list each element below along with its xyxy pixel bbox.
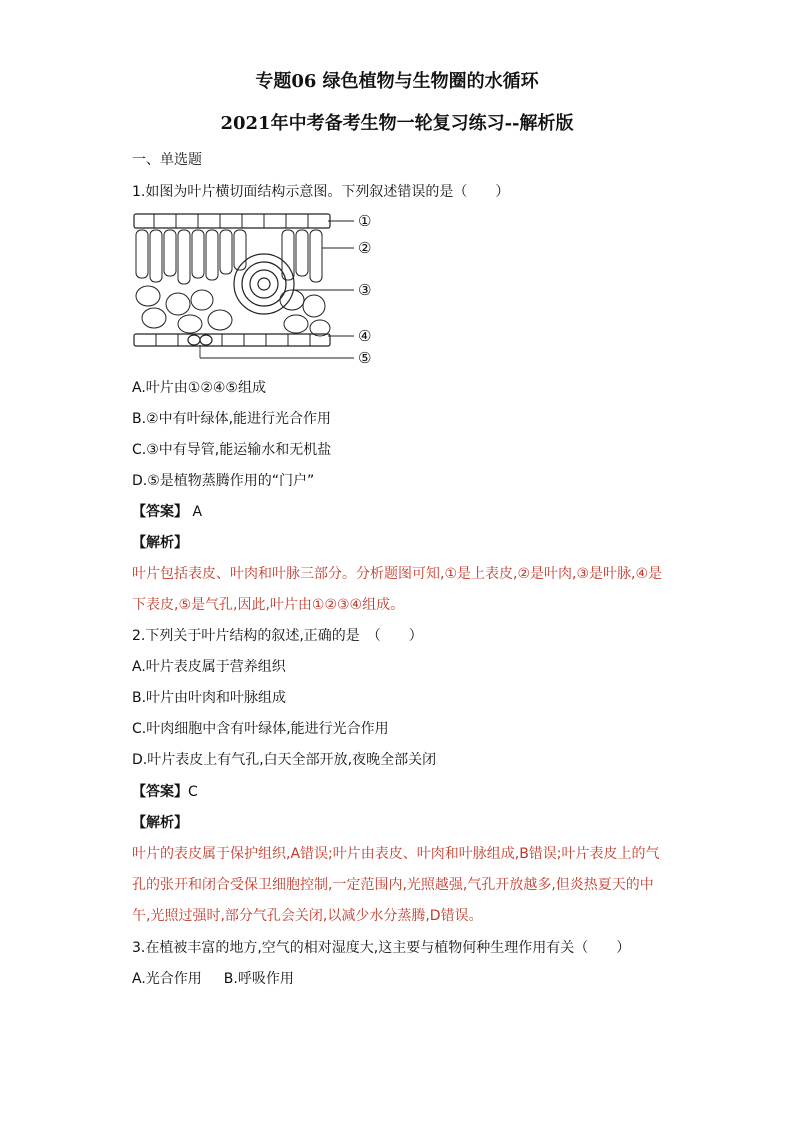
question-1-analysis-tag: 【解析】	[132, 535, 188, 551]
answer-tag: 【答案】	[132, 784, 188, 800]
answer-value: A	[192, 504, 203, 520]
question-1-analysis-line-2: 下表皮,⑤是气孔,因此,叶片由①②③④组成。	[132, 597, 405, 613]
question-1-option-c: C.③中有导管,能运输水和无机盐	[132, 442, 332, 458]
question-2-stem: 2.下列关于叶片结构的叙述,正确的是 （ ）	[132, 628, 423, 644]
section-heading: 一、单选题	[132, 152, 202, 168]
question-1-option-b: B.②中有叶绿体,能进行光合作用	[132, 411, 332, 427]
question-1-option-d: D.⑤是植物蒸腾作用的“门户”	[132, 473, 315, 489]
question-2-answer	[132, 782, 198, 802]
question-2-analysis-tag: 【解析】	[132, 815, 188, 831]
question-3-option-b: B.呼吸作用	[223, 971, 294, 987]
page-title: 专题06 绿色植物与生物圈的水循环	[255, 71, 539, 92]
leaf-diagram-drawing	[134, 214, 354, 358]
question-2-analysis-line-1: 叶片的表皮属于保护组织,A错误;叶片由表皮、叶肉和叶脉组成,B错误;叶片表皮上的气	[132, 846, 660, 862]
diagram-label-5: ⑤	[358, 349, 372, 367]
question-2-option-c: C.叶肉细胞中含有叶绿体,能进行光合作用	[132, 721, 389, 737]
question-1-option-a: A.叶片由①②④⑤组成	[132, 380, 266, 396]
question-2-option-d: D.叶片表皮上有气孔,白天全部开放,夜晚全部关闭	[132, 752, 437, 768]
diagram-label-3: ③	[358, 281, 372, 299]
question-2-option-a: A.叶片表皮属于营养组织	[132, 659, 286, 675]
question-2-option-b: B.叶片由叶肉和叶脉组成	[132, 690, 287, 706]
question-2-analysis-line-2: 孔的张开和闭合受保卫细胞控制,一定范围内,光照越强,气孔开放越多,但炎热夏天的中	[132, 877, 654, 893]
answer-value: C	[188, 784, 198, 800]
question-3-option-a: A.光合作用	[132, 971, 202, 987]
diagram-label-4: ④	[358, 327, 372, 345]
leaf-cross-section-diagram	[132, 208, 382, 368]
question-1-analysis-line-1: 叶片包括表皮、叶肉和叶脉三部分。分析题图可知,①是上表皮,②是叶肉,③是叶脉,④是	[132, 566, 663, 582]
question-1-answer	[132, 502, 202, 522]
question-3-options	[132, 969, 294, 989]
diagram-label-2: ②	[358, 239, 372, 257]
page-subtitle: 2021年中考备考生物一轮复习练习--解析版	[220, 113, 574, 134]
diagram-label-1: ①	[358, 212, 372, 230]
question-3-stem: 3.在植被丰富的地方,空气的相对湿度大,这主要与植物何种生理作用有关（ ）	[132, 940, 631, 956]
question-2-analysis-line-3: 午,光照过强时,部分气孔会关闭,以减少水分蒸腾,D错误。	[132, 908, 483, 924]
question-1-stem: 1.如图为叶片横切面结构示意图。下列叙述错误的是（ ）	[132, 184, 510, 200]
answer-tag: 【答案】	[132, 504, 188, 520]
